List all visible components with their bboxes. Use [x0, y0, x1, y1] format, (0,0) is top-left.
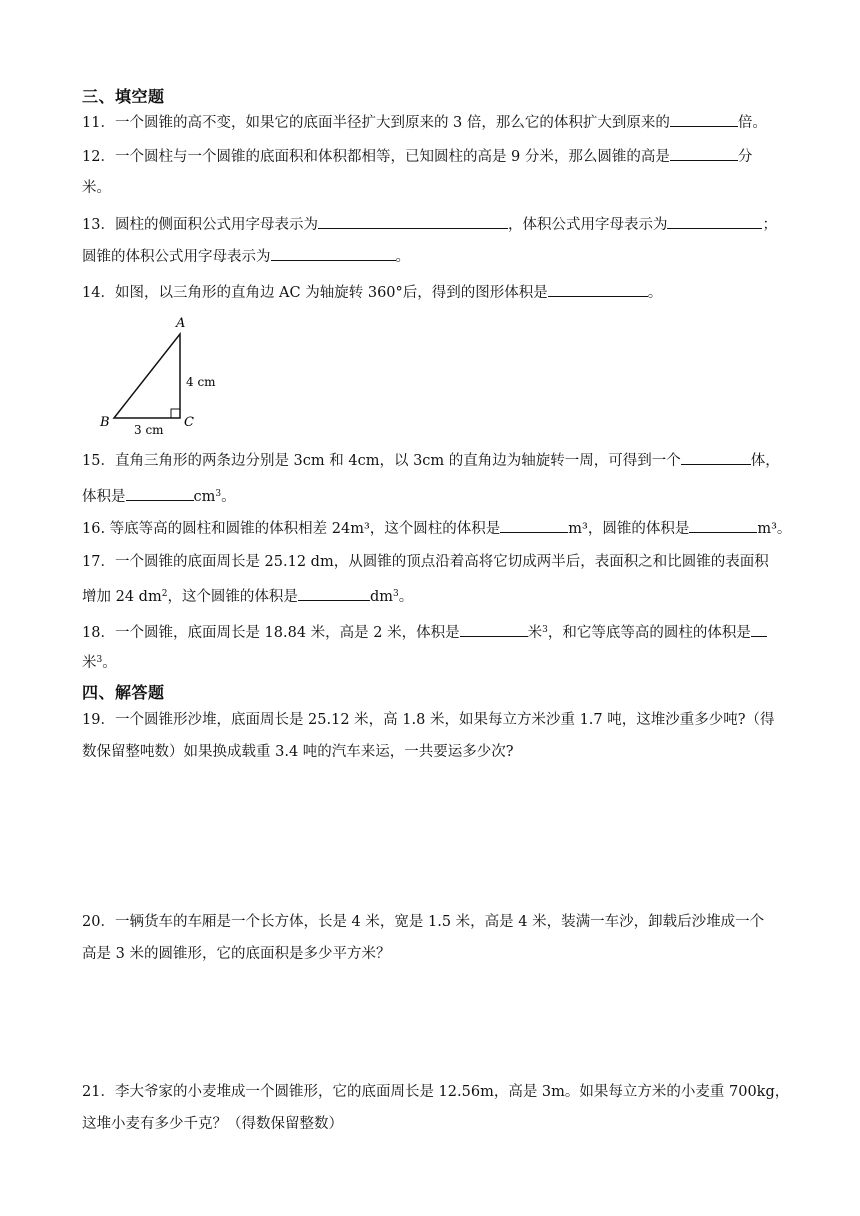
triangle-shape: [114, 334, 180, 418]
answer-blank[interactable]: [460, 622, 528, 637]
question-15-text: 15．直角三角形的两条边分别是 3cm 和 4cm，以 3cm 的直角边为轴旋转一周，可得到一个: [82, 453, 681, 469]
question-20: 20．一辆货车的车厢是一个长方体，长是 4 米，宽是 1.5 米，高是 4 米，装满一车沙，卸载后沙堆成一个: [82, 914, 765, 930]
vertex-c-label: C: [184, 415, 194, 430]
vertex-b-label: B: [100, 415, 110, 430]
question-17: 17．一个圆锥的底面周长是 25.12 dm，从圆锥的顶点沿着高将它切成两半后，表面积之和比圆锥的表面积: [82, 554, 769, 570]
answer-blank[interactable]: [500, 518, 568, 533]
answer-blank[interactable]: [689, 518, 757, 533]
answer-blank[interactable]: [548, 282, 648, 297]
answer-blank[interactable]: [271, 246, 396, 261]
question-16-text: 16. 等底等高的圆柱和圆锥的体积相差 24m³，这个圆柱的体积是: [82, 521, 501, 537]
question-11: [82, 112, 767, 133]
answer-blank[interactable]: [681, 450, 751, 465]
section-heading-fill-blank: 三、填空题: [82, 87, 165, 106]
question-18-end: 。: [102, 655, 117, 671]
question-19-line2: 数保留整吨数）如果换成载重 3.4 吨的汽车来运，一共要运多少次?: [82, 744, 514, 760]
question-14: [82, 282, 662, 303]
question-21: 21．李大爷家的小麦堆成一个圆锥形，它的底面周长是 12.56m，高是 3m。如果每立方米的小麦重 700kg，: [82, 1084, 790, 1100]
question-12-line2: 米。: [82, 180, 111, 196]
question-11-suffix: 倍。: [737, 115, 767, 131]
unit-label: 米: [527, 625, 543, 641]
side-bc-label: 3 cm: [134, 423, 164, 437]
question-18: [82, 620, 767, 643]
unit-label: dm: [369, 589, 393, 605]
triangle-diagram: [96, 312, 226, 440]
question-13-mid: ，体积公式用字母表示为: [507, 217, 668, 233]
question-13-end: ；: [762, 217, 777, 233]
question-15: [82, 450, 780, 471]
question-16-mid: m³，圆锥的体积是: [568, 521, 690, 537]
question-14-text: 14．如图，以三角形的直角边 AC 为轴旋转 360°后，得到的图形体积是: [82, 285, 548, 301]
question-17-end: 。: [398, 589, 414, 605]
question-17-line2-mid: ，这个圆锥的体积是: [167, 589, 298, 605]
right-triangle-figure: [96, 312, 226, 440]
question-13-line2-text: 圆锥的体积公式用字母表示为: [82, 249, 271, 265]
question-11-text: 11．一个圆锥的高不变，如果它的底面半径扩大到原来的 3 倍，那么它的体积扩大到原来的: [82, 115, 670, 131]
question-20-line2: 高是 3 米的圆锥形，它的底面积是多少平方米？: [82, 946, 391, 962]
question-21-line2: 这堆小麦有多少千克？（得数保留整数）: [82, 1116, 343, 1132]
question-13-text: 13．圆柱的侧面积公式用字母表示为: [82, 217, 318, 233]
right-angle-marker: [171, 409, 180, 418]
answer-blank[interactable]: [670, 146, 738, 161]
question-17-line2-text: 增加 24 dm: [82, 589, 162, 605]
answer-blank[interactable]: [318, 214, 508, 229]
question-13: [82, 214, 777, 235]
answer-blank[interactable]: [751, 622, 767, 637]
question-18-text: 18．一个圆锥，底面周长是 18.84 米，高是 2 米，体积是: [82, 625, 460, 641]
unit-superscript: 3: [215, 489, 222, 499]
answer-blank[interactable]: [126, 486, 194, 501]
question-15-line2: [82, 484, 236, 507]
unit-superscript: 3: [392, 589, 399, 599]
unit-superscript: 2: [161, 589, 168, 599]
question-15-end: 。: [221, 489, 236, 505]
answer-blank[interactable]: [298, 586, 370, 601]
question-13-line2: [82, 246, 410, 267]
unit-label: 米: [82, 655, 97, 671]
question-19: 19．一个圆锥形沙堆，底面周长是 25.12 米，高 1.8 米，如果每立方米沙重 1.7 吨，这堆沙重多少吨?（得: [82, 712, 775, 728]
question-18-mid: ，和它等底等高的圆柱的体积是: [547, 625, 751, 641]
unit-label: cm: [193, 489, 216, 505]
side-ac-label: 4 cm: [186, 375, 216, 389]
question-16: [82, 518, 791, 539]
question-15-suffix: 体，: [750, 453, 780, 469]
question-12-suffix: 分: [737, 149, 753, 165]
question-18-line2: [82, 650, 117, 673]
question-16-suffix: m³。: [757, 521, 792, 537]
question-17-line2: [82, 584, 413, 607]
question-12-text: 12．一个圆柱与一个圆锥的底面积和体积都相等，已知圆柱的高是 9 分米，那么圆锥的高是: [82, 149, 670, 165]
question-12: [82, 146, 752, 167]
vertex-a-label: A: [176, 316, 186, 331]
answer-blank[interactable]: [670, 112, 738, 127]
unit-superscript: 3: [96, 655, 103, 665]
answer-blank[interactable]: [667, 214, 762, 229]
unit-superscript: 3: [542, 625, 548, 635]
section-heading-problems: 四、解答题: [82, 683, 165, 702]
question-15-line2-text: 体积是: [82, 489, 126, 505]
question-14-suffix: 。: [647, 285, 663, 301]
question-13-line2-end: 。: [395, 249, 410, 265]
